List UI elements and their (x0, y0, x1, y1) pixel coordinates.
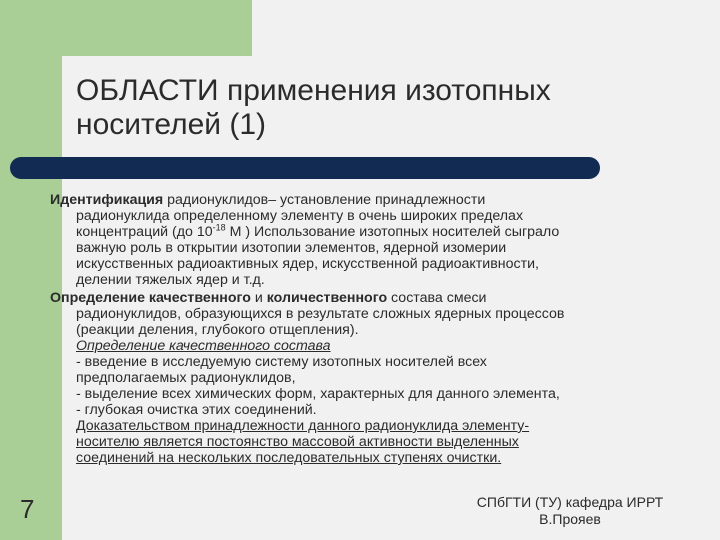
green-accent-top (62, 0, 252, 56)
slide-title (76, 74, 676, 142)
p1-line-2: радионуклида определенному элементу в очень широких пределах (76, 208, 524, 224)
p1-line-3a: концентраций (до 10 (76, 224, 213, 240)
exponent: -18 (212, 222, 226, 233)
p2-line-8: - глубокая очистка этих соединений. (76, 402, 317, 418)
title-line-1: ОБЛАСТИ применения изотопных (76, 74, 551, 107)
p1-line-4: важную роль в открытии изотопии элементов, ядерной изомерии (76, 240, 507, 256)
p2-line-5: - введение в исследуемую систему изотопных носителей всех (76, 354, 487, 370)
p2-rest: состава смеси (387, 290, 487, 306)
p2-and: и (250, 290, 267, 306)
paragraph-composition (50, 290, 670, 466)
footer-line-2: В.Прояев (539, 511, 601, 527)
p1-line-3b: М ) Использование изотопных носителей сыграло (225, 224, 560, 240)
title-line-2: носителей (1) (76, 108, 267, 141)
p2-line-10: носителю является постоянство массовой активности выделенных (76, 434, 519, 450)
p2-line-2: радионуклидов, образующихся в результате сложных ядерных процессов (76, 306, 565, 322)
term-qualitative: Определение качественного (50, 290, 251, 306)
title-divider-bar (10, 157, 600, 179)
slide-body (50, 192, 670, 468)
paragraph-identification (50, 192, 670, 288)
p1-intro: радионуклидов– установление принадлежности (163, 192, 486, 208)
footer-line-1: СПбГТИ (ТУ) кафедра ИРРТ (476, 494, 664, 510)
term-identification: Идентификация (50, 192, 164, 208)
term-quantitative: количественного (266, 290, 388, 306)
slide-number: 7 (20, 494, 35, 524)
p2-line-9: Доказательством принадлежности данного радионуклида элементу- (76, 418, 530, 434)
p2-line-11: соединений на нескольких последовательных ступенях очистки. (76, 450, 502, 466)
p1-line-5: искусственных радиоактивных ядер, искусственной радиоактивности, (76, 256, 539, 272)
p1-line-3 (50, 224, 670, 240)
p2-line-7: - выделение всех химических форм, характерных для данного элемента, (76, 386, 560, 402)
p2-subheading: Определение качественного состава (76, 338, 331, 354)
p1-line-6: делении тяжелых ядер и т.д. (76, 272, 265, 288)
p2-line-3: (реакции деления, глубокого отщепления). (76, 322, 359, 338)
p2-line-6: предполагаемых радионуклидов, (76, 370, 296, 386)
footer-credit (470, 494, 670, 528)
